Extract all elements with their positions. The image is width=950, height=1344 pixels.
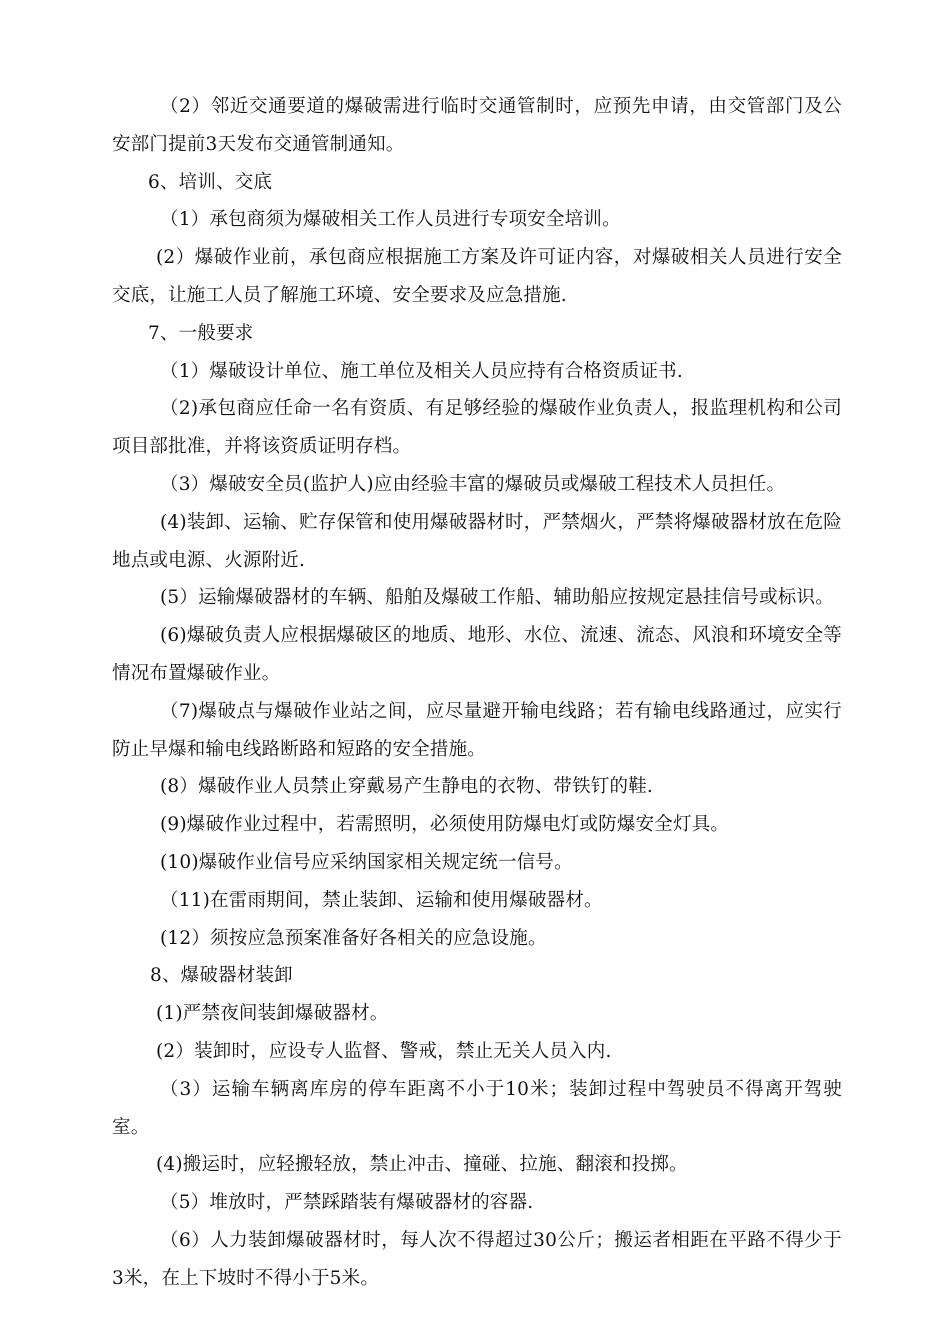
paragraph: （3）爆破安全员(监护人)应由经验丰富的爆破员或爆破工程技术人员担任。 xyxy=(160,473,786,495)
paragraph: (6)爆破负责人应根据爆破区的地质、地形、水位、流速、流态、风浪和环境安全等情况布置爆破作业。 xyxy=(112,625,842,684)
document-body xyxy=(112,88,842,1298)
paragraph: 8、爆破器材装卸 xyxy=(150,965,293,987)
paragraph: (2）爆破作业前，承包商应根据施工方案及许可证内容，对爆破相关人员进行安全交底，让施工人员了解施工环境、安全要求及应急措施. xyxy=(112,247,842,306)
paragraph: 7、一般要求 xyxy=(148,322,254,344)
paragraph: （1）爆破设计单位、施工单位及相关人员应持有合格资质证书. xyxy=(160,360,683,382)
paragraph: （11)在雷雨期间，禁止装卸、运输和使用爆破器材。 xyxy=(160,889,603,911)
paragraph: （1）承包商须为爆破相关工作人员进行专项安全培训。 xyxy=(160,209,621,231)
paragraph: （2）邻近交通要道的爆破需进行临时交通管制时，应预先申请，由交管部门及公安部门提前3天发布交通管制通知。 xyxy=(112,96,842,155)
paragraph: (2）装卸时，应设专人监督、警戒，禁止无关人员入内. xyxy=(156,1040,612,1062)
paragraph: (1)严禁夜间装卸爆破器材。 xyxy=(156,1003,389,1025)
paragraph: (4)装卸、运输、贮存保管和使用爆破器材时，严禁烟火，严禁将爆破器材放在危险地点或电源、火源附近. xyxy=(112,511,842,571)
paragraph: （2)承包商应任命一名有资质、有足够经验的爆破作业负责人，报监理机构和公司项目部批准，并将该资质证明存档。 xyxy=(112,398,842,458)
paragraph: (8）爆破作业人员禁止穿戴易产生静电的衣物、带铁钉的鞋. xyxy=(160,776,653,798)
paragraph: (10)爆破作业信号应采纳国家相关规定统一信号。 xyxy=(160,851,573,873)
paragraph: （7)爆破点与爆破作业站之间，应尽量避开输电线路；若有输电线路通过，应实行防止早爆和输电线路断路和短路的安全措施。 xyxy=(112,700,842,760)
paragraph: （5）堆放时，严禁踩踏装有爆破器材的容器. xyxy=(160,1192,534,1214)
paragraph: (4)搬运时，应轻搬轻放，禁止冲击、撞碰、拉施、翻滚和投掷。 xyxy=(156,1154,688,1176)
paragraph: (5）运输爆破器材的车辆、船舶及爆破工作船、辅助船应按规定悬挂信号或标识。 xyxy=(160,587,834,609)
paragraph: 6、培训、交底 xyxy=(148,171,273,193)
paragraph: （3）运输车辆离库房的停车距离不小于10米；装卸过程中驾驶员不得离开驾驶室。 xyxy=(112,1078,842,1138)
paragraph: (9)爆破作业过程中，若需照明，必须使用防爆电灯或防爆安全灯具。 xyxy=(160,814,730,836)
paragraph: （6）人力装卸爆破器材时，每人次不得超过30公斤；搬运者相距在平路不得少于3米，在上下坡时不得小于5米。 xyxy=(112,1229,842,1289)
paragraph: (12）须按应急预案准备好各相关的应急设施。 xyxy=(160,927,547,949)
